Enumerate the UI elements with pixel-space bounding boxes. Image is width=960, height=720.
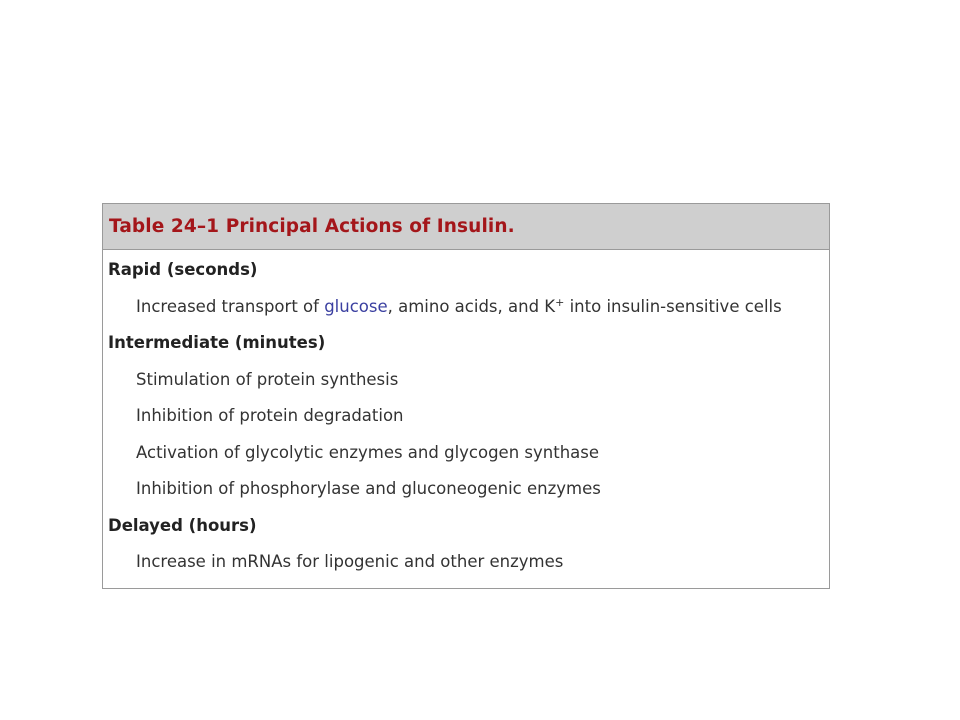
item-text-middle: , amino acids, and K xyxy=(387,297,556,316)
list-item: Inhibition of protein degradation xyxy=(136,406,404,425)
list-item: Stimulation of protein synthesis xyxy=(136,370,399,389)
item-text-prefix: Increased transport of xyxy=(136,297,325,316)
category-intermediate: Intermediate (minutes) xyxy=(108,333,326,352)
table-header xyxy=(103,204,829,250)
category-rapid: Rapid (seconds) xyxy=(108,260,258,279)
item-text-suffix: into insulin-sensitive cells xyxy=(564,297,782,316)
insulin-actions-table xyxy=(102,203,830,589)
list-item-rapid-transport xyxy=(136,289,782,325)
list-item: Increase in mRNAs for lipogenic and other enzymes xyxy=(136,552,564,571)
list-item: Inhibition of phosphorylase and gluconeogenic enzymes xyxy=(136,479,601,498)
potassium-superscript: + xyxy=(555,296,565,309)
list-item: Activation of glycolytic enzymes and glycogen synthase xyxy=(136,443,600,462)
table-title: Table 24–1 Principal Actions of Insulin. xyxy=(109,216,515,237)
category-delayed: Delayed (hours) xyxy=(108,516,257,535)
glucose-link[interactable]: glucose xyxy=(324,297,388,316)
